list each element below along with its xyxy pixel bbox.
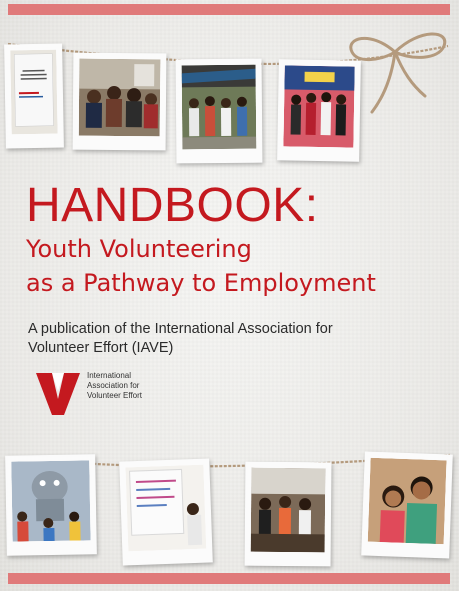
young-volunteers-group-photo-icon (79, 59, 161, 137)
top-color-band (8, 4, 450, 15)
outdoor-crowd-photo-icon (182, 65, 257, 150)
photo-frame (4, 44, 64, 149)
smiling-couple-photo-icon (368, 458, 447, 545)
group-meeting-photo-icon (251, 468, 326, 553)
photo-frame (5, 454, 97, 556)
photo-frame (277, 59, 361, 161)
photo-frame (245, 462, 332, 567)
photo-frame (73, 53, 167, 151)
org-name: International Association for Volunteer Effort (87, 371, 142, 400)
mascot-with-children-photo-icon (11, 460, 90, 541)
photo-frame (119, 458, 213, 565)
subtitle-line-1: Youth Volunteering (26, 235, 252, 263)
iave-logo-icon (34, 371, 82, 417)
group-portrait-photo-icon (283, 65, 354, 147)
twine-bow-icon (351, 34, 445, 112)
publication-line: A publication of the International Association for Volunteer Effort (IAVE) (28, 321, 333, 356)
conference-sign-photo-icon (10, 50, 57, 135)
whiteboard-workshop-photo-icon (125, 465, 206, 552)
bottom-color-band (8, 573, 450, 584)
subtitle-line-2: as a Pathway to Employment (26, 269, 376, 297)
handbook-title: HANDBOOK: (26, 179, 319, 232)
photo-frame (176, 59, 263, 164)
photo-frame (361, 451, 453, 558)
